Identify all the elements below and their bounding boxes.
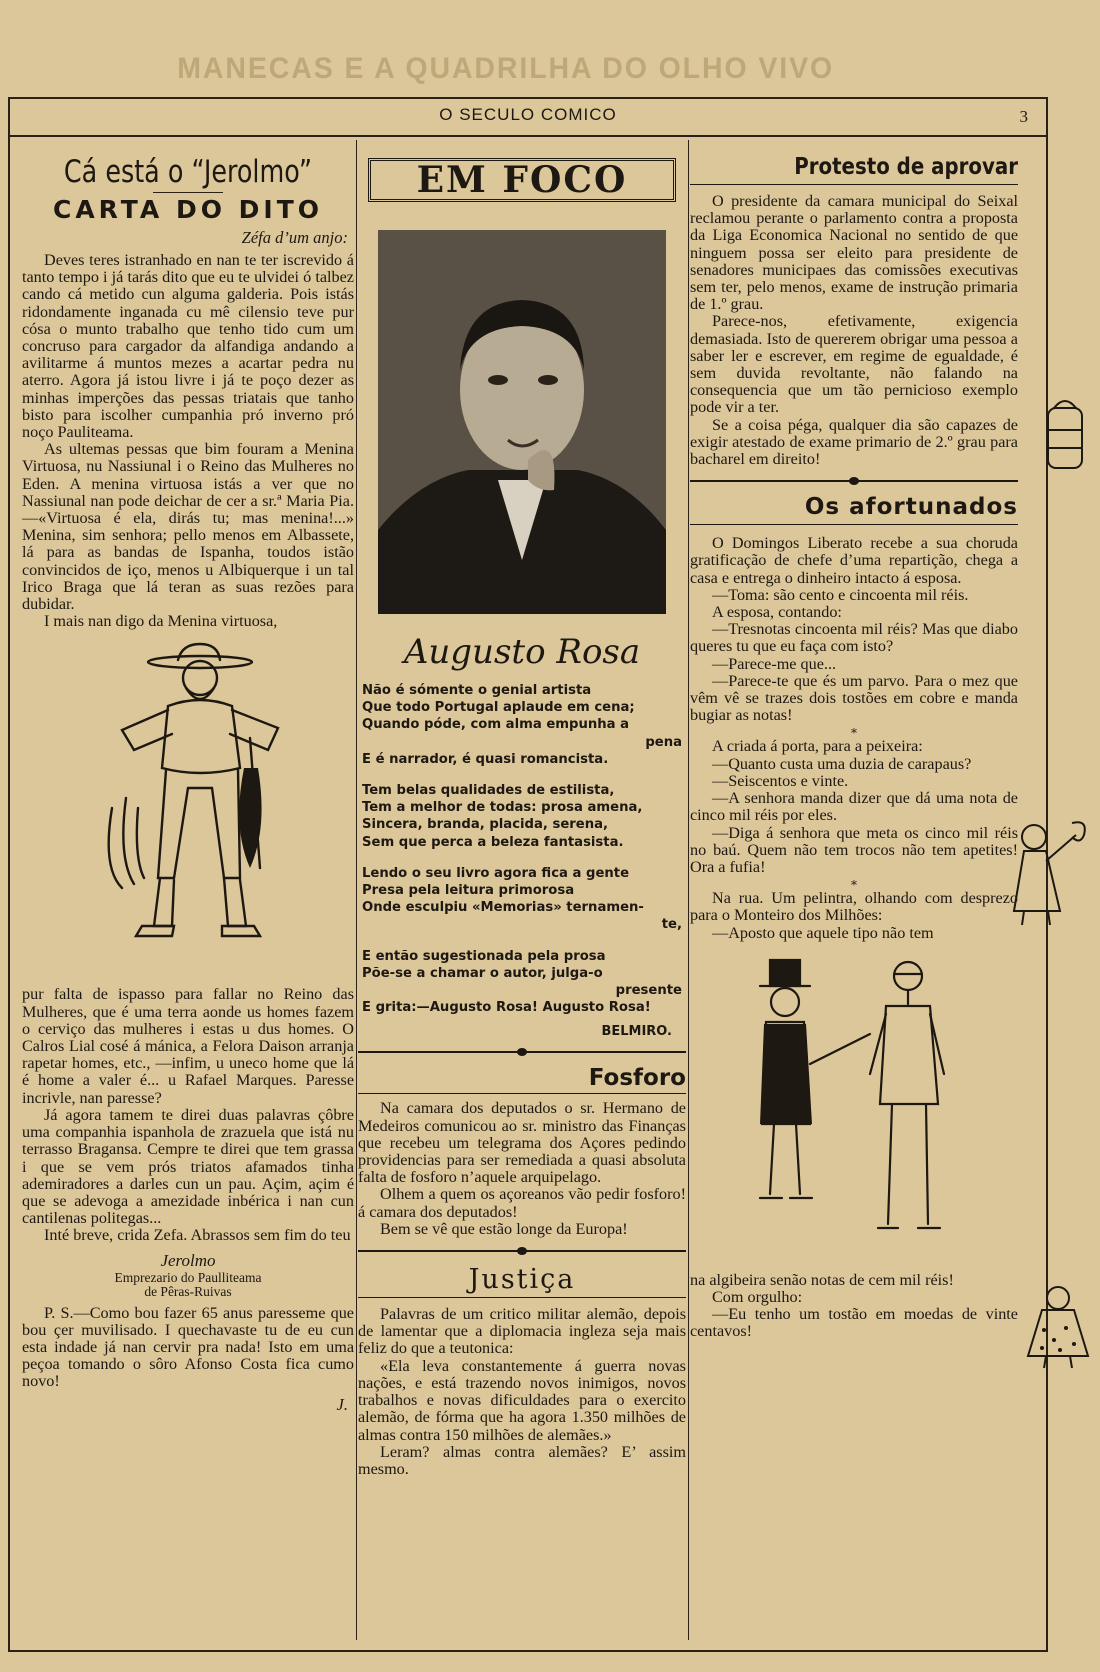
salutation: Zéfa d’um anjo: — [241, 228, 348, 247]
divider — [690, 184, 1018, 185]
postscript-signature: J. — [336, 1394, 348, 1414]
poem-line: E grita:—Augusto Rosa! Augusto Rosa! — [362, 1000, 651, 1016]
paragraph: —Quanto custa uma duzia de carapaus? — [712, 754, 972, 773]
column-right — [690, 140, 1018, 1341]
cartoon-two-men-illustration — [730, 954, 980, 1264]
paragraph: As ultemas pessas que bim fouram a Menina Virtuosa, nu Nassiunal i o Reino das Mulheres no Eden. A menina virtuosa istás a ver que no Nassiunal nan pode deichar de cer a sr.ª Maria Pia.—«Virtuosa é ela, dirás tu; mas menina!...» Menina, sim senhora; pello menos em Albassete, lá para as bandas de Ispanha, toudos istão convincidos de iço, menos u Albiquerque i un tal Irico Braga que lá teran as suas rezões para dubidar. — [22, 440, 354, 614]
paragraph: A esposa, contando: — [712, 603, 842, 622]
poem-author: BELMIRO. — [601, 1024, 672, 1040]
paragraph: Bem se vê que estão longe da Europa! — [380, 1219, 628, 1238]
paragraph: Com orgulho: — [712, 1287, 803, 1306]
column-left — [22, 140, 354, 1419]
section-star: * — [851, 726, 857, 741]
poem — [358, 682, 686, 1016]
paragraph: —Parece-te que és um parvo. Para o mez que vêm vê se trazes dois tostões em cobre e manda bugiar as notas! — [690, 671, 1018, 725]
paragraph: Na camara dos deputados o sr. Hermano de Medeiros comunicou ao sr. ministro das Finanças que recebeu um telegrama dos Açores pedindo providencias para ser remediada a quasi absoluta falta de fosforo n’aquele arquipelago. — [358, 1099, 686, 1187]
stanza-gap — [362, 768, 682, 782]
article-heading: Protesto de aprovar — [794, 154, 1018, 180]
signature-place: de Pêras-Ruivas — [144, 1283, 232, 1299]
poem-line: Onde esculpiu «Memorias» ternamen- — [362, 900, 644, 916]
paragraph: A criada á porta, para a peixeira: — [712, 737, 923, 756]
paragraph: —Aposto que aquele tipo não tem — [712, 923, 934, 942]
poem-line: presente — [615, 983, 682, 999]
poem-line: Presa pela leitura primorosa — [362, 883, 575, 899]
paragraph: Se a coisa péga, qualquer dia são capazes de exigir atestado de exame primario de 2.º grau para bacharel em direito! — [690, 415, 1018, 469]
portrait-figure — [378, 230, 666, 614]
section-banner: EM FOCO — [368, 158, 676, 202]
paragraph: —Diga á senhora que meta os cinco mil réis no baú. Quem não tem trocos não tem apetites! Ora a fufia! — [690, 823, 1018, 876]
poem-line: E então sugestionada pela prosa — [362, 948, 606, 964]
article-heading: Justiça — [468, 1264, 576, 1296]
margin-girl-doodle — [1000, 815, 1095, 935]
paragraph: Olhem a quem os açoreanos vão pedir fosforo! á camara dos deputados! — [358, 1185, 686, 1221]
paragraph: Inté breve, crida Zefa. Abrassos sem fim do teu — [44, 1226, 351, 1245]
paragraph: —Toma: são cento e cincoenta mil réis. — [712, 585, 969, 604]
poem-line: E é narrador, é quasi romancista. — [362, 751, 609, 767]
paragraph: O presidente da camara municipal do Seixal reclamou perante o parlamento contra a proposta da Liga Economica Nacional no sentido de que ninguem possa ser eleito para presidente de senadores municipaes das comissões executivas sem ter, pelo menos, exame de instrução primaria de 1.º grau. — [690, 192, 1018, 314]
paragraph: pur falta de ispasso para fallar no Reino das Mulheres, que é uma terra aonde us homes fazem o cerviço das mulheres i estas u dus homes. O Calros Lial cosé á mánica, a Felora Daison arranja rapetar homes, etc., —infim, u uneco home que lá é home a valer é... u Rafael Marques. Paresse incrivle, nan paresse? — [22, 985, 354, 1107]
poem-line: Tem belas qualidades de estilista, — [362, 783, 615, 799]
paragraph: «Ela leva constantemente á guerra novas nações, e está trazendo novos inimigos, novos trabalhos e novas dificuldades para o exercito alemão, de fórma que ha agora 1.350 milhões de almas contra 150 milhões de alemães.» — [358, 1356, 686, 1444]
poem-line: Lendo o seu livro agora fica a gente — [362, 865, 630, 881]
poem-line: Que todo Portugal aplaude em cena; — [362, 700, 635, 716]
poem-line: pena — [645, 734, 682, 750]
column-center — [358, 140, 686, 1478]
article-heading: Cá está o “Jerolmo” — [63, 154, 313, 190]
cartoon-man-illustration — [82, 638, 332, 978]
article-heading: Os afortunados — [804, 494, 1018, 521]
poem-line: Tem a melhor de todas: prosa amena, — [362, 800, 643, 816]
poem-line: te, — [661, 917, 682, 933]
masthead-title: O SECULO COMICO — [439, 105, 617, 124]
paragraph: —Parece-me que... — [712, 654, 837, 673]
column-divider — [356, 140, 357, 1640]
paragraph: I mais nan digo da Menina virtuosa, — [44, 612, 278, 631]
photo-caption: Augusto Rosa — [403, 632, 641, 672]
portrait-photo — [378, 230, 666, 614]
paragraph: Na rua. Um pelintra, olhando com desprezo para o Monteiro dos Milhões: — [690, 889, 1018, 925]
paragraph: Já agora tamem te direi duas palavras çôbre uma companhia ispanhola de zrazuela que istá nu terrasso Bragansa. Cempre te direi que tem grassa i que se vem prós triatos afamados tinha ademiradores a darles cun un pau. Açim, açim é que se adevoga a amezidade inbérica i nan cun cantilenas politegas... — [22, 1105, 354, 1228]
divider — [690, 524, 1018, 525]
paragraph: —Seiscentos e vinte. — [712, 771, 849, 790]
signature-title: Emprezario do Paulliteama — [114, 1269, 262, 1285]
stanza-gap — [362, 851, 682, 865]
ornamental-divider — [690, 476, 1018, 486]
paragraph: Palavras de um critico militar alemão, depois de lamentar que a diplomacia ingleza seja mais feliz do que a teutonica: — [358, 1305, 686, 1358]
paragraph: Parece-nos, efetivamente, exigencia demasiada. Isto de quererem obrigar uma pessoa a saber ler e escrever, em regime de egualdade, é sem duvida revoltante, não falando na consequencia que um tão pernicioso exemplo pode vir a ter. — [690, 312, 1018, 417]
column-divider — [688, 140, 689, 1640]
page-header — [10, 101, 1046, 137]
poem-line: Põe-se a chamar o autor, julga-o — [362, 965, 603, 981]
paragraph: —A senhora manda dizer que dá uma nota de cinco mil réis por eles. — [690, 789, 1018, 825]
letter-signature: Jerolmo — [160, 1250, 216, 1270]
margin-jar-doodle — [1040, 390, 1090, 480]
paragraph: Deves teres istranhado en nan te ter iscrevido á tanto tempo i já tarás dito que eu te ulvidei ó talbez cando cá metido cun alguma galderia. Pois istás ridondamente inganada cu mê cilensio teve pur cósa o munto trabalho que tenho tido cum um concruso para cargador da alfandiga andando a avilitarme á muntos mezes a acartar pedra nu aterro. Agora já istou livre i já te poço dezer as minhas imperções das pessas triatais que tanho bisto para iscolher cumpanhia pró inverno pró noço Pauliteama. — [22, 251, 354, 442]
article-heading: Fosforo — [588, 1065, 686, 1092]
paragraph: na algibeira senão notas de cem mil réis! — [690, 1270, 954, 1289]
divider — [358, 1297, 686, 1298]
poem-line: Sem que perca a beleza fantasista. — [362, 834, 624, 850]
article-subheading: CARTA DO DITO — [52, 195, 324, 224]
ornamental-divider — [358, 1047, 686, 1057]
paragraph: Leram? almas contra alemães? E’ assim mesmo. — [358, 1442, 686, 1478]
stanza-gap — [362, 934, 682, 948]
bleed-through-text: MANECAS E A QUADRILHA DO OLHO VIVO — [177, 52, 835, 85]
paragraph: —Tresnotas cincoenta mil réis? Mas que diabo queres tu que eu faça com isto? — [690, 620, 1018, 656]
paragraph: O Domingos Liberato recebe a sua choruda gratificação de chefe d’uma repartição, chega a casa e entrega o dinheiro intacto á esposa. — [690, 534, 1018, 587]
section-star: * — [851, 878, 857, 893]
divider — [153, 192, 223, 193]
divider — [358, 1093, 686, 1094]
poem-line: Sincera, branda, placida, serena, — [362, 817, 609, 833]
postscript: P. S.—Como bou fazer 65 anus paresseme que bou çer muvilisado. I quechavaste tu de eu cun esta indade já nan cervir pra nada! Isto em uma peçoa tomando o sôro Afonso Costa fica cumo novo! — [22, 1303, 354, 1391]
margin-doll-doodle — [1020, 1280, 1095, 1370]
poem-line: Quando póde, com alma empunha a — [362, 717, 630, 733]
page-number: 3 — [1019, 107, 1028, 126]
paragraph: —Eu tenho um tostão em moedas de vinte centavos! — [690, 1305, 1018, 1341]
poem-line: Não é sómente o genial artista — [362, 683, 592, 698]
ornamental-divider — [358, 1246, 686, 1256]
